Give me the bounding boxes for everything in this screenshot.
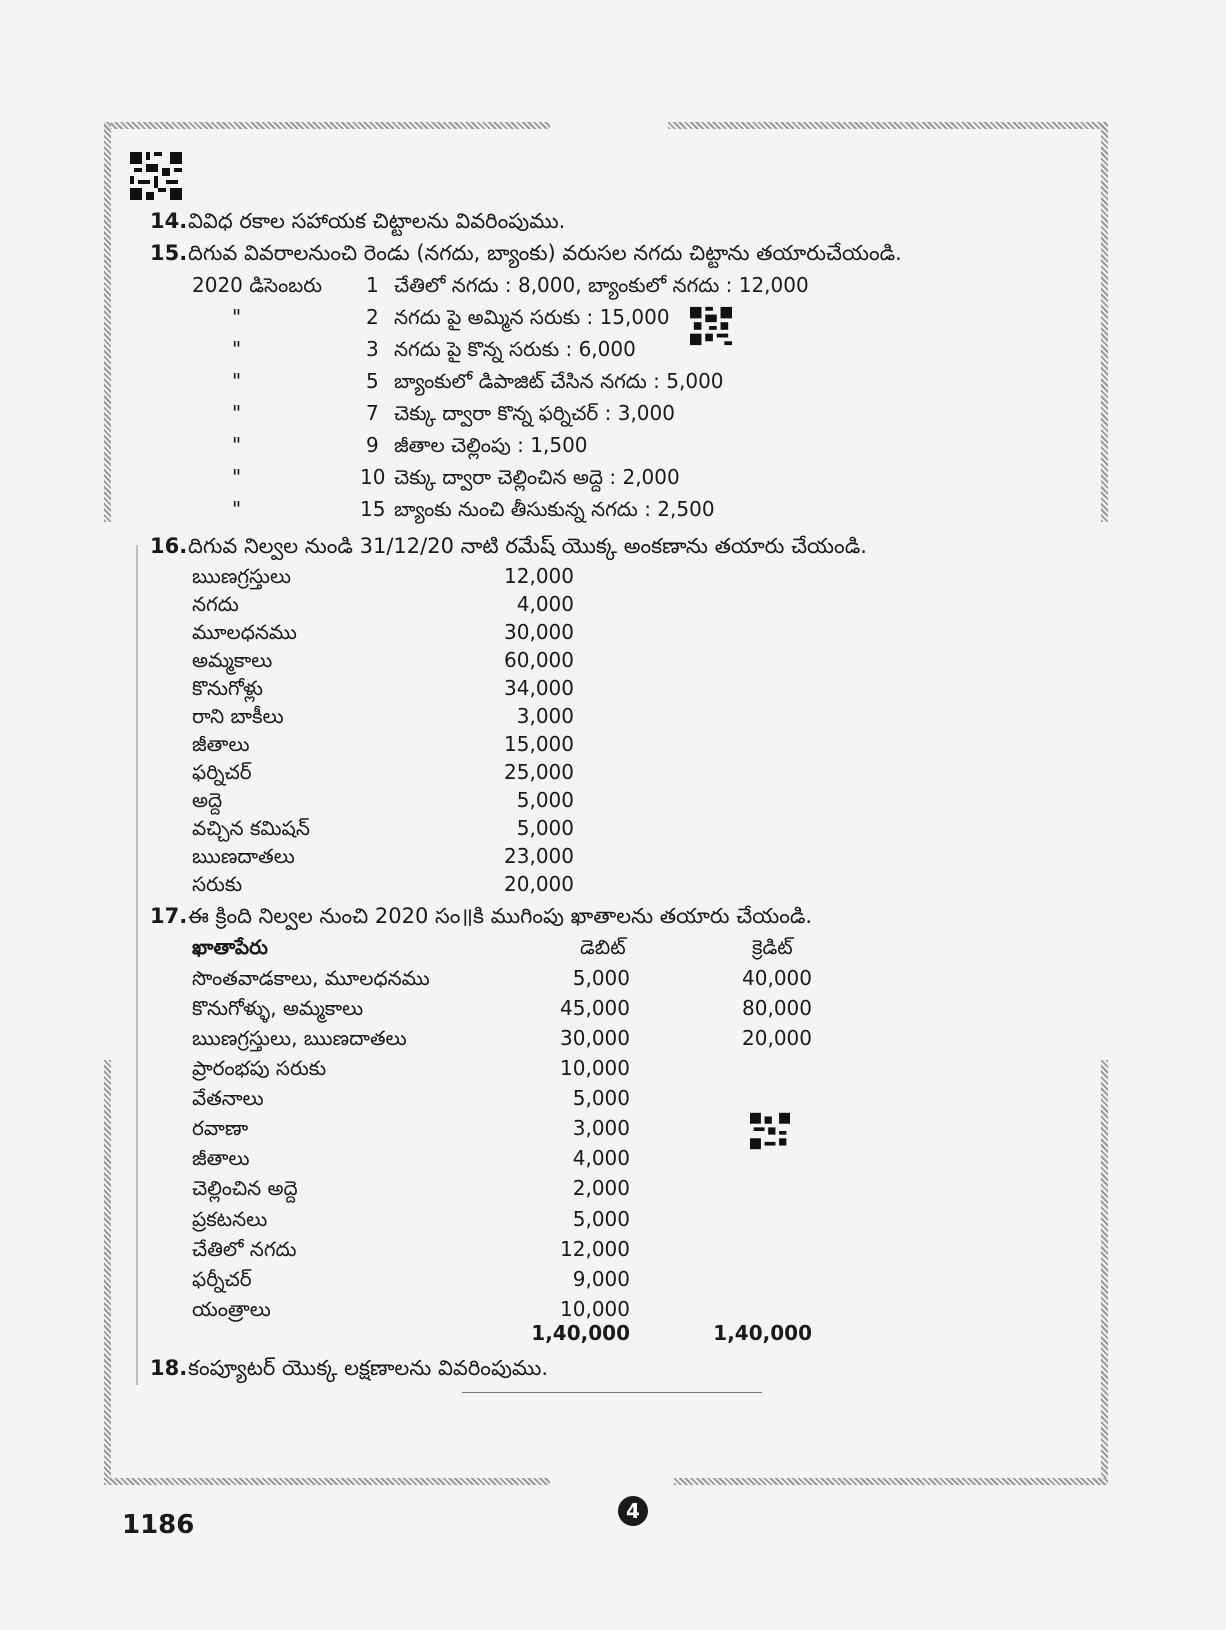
question-number: 15. (150, 241, 188, 265)
q15-entry-text: చెక్కు ద్వారా కొన్న ఫర్నిచర్ : 3,000 (394, 401, 675, 425)
q15-entry-day: 10 (360, 465, 386, 489)
q17-row-debit: 5,000 (572, 966, 630, 990)
q17-row-name: రవాణా (192, 1116, 249, 1140)
margin-rule (136, 545, 138, 1385)
q15-entry-day: 5 (366, 369, 379, 393)
q17-row-debit: 2,000 (572, 1176, 630, 1200)
ditto-mark: " (232, 433, 242, 457)
q17-row-credit: 40,000 (742, 966, 812, 990)
q17-row-debit: 30,000 (560, 1026, 630, 1050)
q16-item-label: సరుకు (192, 872, 243, 896)
q17-row-name: ప్రారంభపు సరుకు (192, 1056, 327, 1080)
q15-entry-text: నగదు పై కొన్న సరుకు : 6,000 (394, 337, 636, 361)
q17-total-credit: 1,40,000 (713, 1321, 812, 1345)
qr-code-icon (130, 152, 182, 200)
q15-entry-text: బ్యాంకులో డిపాజిట్ చేసిన నగదు : 5,000 (394, 369, 724, 393)
q17-row-debit: 10,000 (560, 1297, 630, 1321)
left-border-lower (104, 1060, 111, 1480)
ditto-mark: " (232, 401, 242, 425)
q15-entry-text: బ్యాంకు నుంచి తీసుకున్న నగదు : 2,500 (394, 497, 715, 521)
q15-entry-day: 9 (366, 433, 379, 457)
bottom-border-left (104, 1478, 550, 1485)
q16-item-value: 3,000 (516, 704, 574, 728)
ditto-mark: " (232, 497, 242, 521)
ditto-mark: " (232, 369, 242, 393)
q17-row-name: జీతాలు (192, 1146, 250, 1170)
q17-row-debit: 45,000 (560, 996, 630, 1020)
q16-item-value: 5,000 (516, 788, 574, 812)
q17-row-debit: 12,000 (560, 1237, 630, 1261)
q15-entry-text: చెక్కు ద్వారా చెల్లించిన అద్దె : 2,000 (394, 465, 680, 489)
q16-item-label: వచ్చిన కమిషన్ (192, 816, 310, 840)
q16-item-value: 20,000 (504, 872, 574, 896)
q16-item-label: కొనుగోళ్లు (192, 676, 263, 700)
bottom-border-right (674, 1478, 1108, 1485)
page-number-circle: 4 (618, 1496, 648, 1526)
question-text: దిగువ వివరాలనుంచి రెండు (నగదు, బ్యాంకు) వరుసల నగదు చిట్టాను తయారుచేయండి. (188, 241, 902, 265)
q17-row-credit: 80,000 (742, 996, 812, 1020)
question-number: 18. (150, 1356, 188, 1380)
question-number: 14. (150, 209, 188, 233)
q16-item-value: 12,000 (504, 564, 574, 588)
q17-row-debit: 5,000 (572, 1086, 630, 1110)
q16-item-value: 30,000 (504, 620, 574, 644)
q17-row-name: వేతనాలు (192, 1086, 264, 1110)
q17-row-debit: 10,000 (560, 1056, 630, 1080)
qr-code-icon (690, 306, 732, 346)
q16-item-label: అమ్మకాలు (192, 648, 273, 672)
question-15 (150, 240, 902, 266)
q15-entry-day: 2 (366, 305, 379, 329)
end-rule (462, 1392, 762, 1393)
q16-item-value: 60,000 (504, 648, 574, 672)
left-border (104, 122, 111, 522)
question-text: ఈ క్రింది నిల్వల నుంచి 2020 సం॥కి ముగింపు ఖాతాలను తయారు చేయండి. (188, 904, 813, 928)
q15-entry-day: 1 (366, 273, 379, 297)
q16-item-label: జీతాలు (192, 732, 250, 756)
question-text: కంప్యూటర్ యొక్క లక్షణాలను వివరింపుము. (188, 1356, 549, 1380)
ditto-mark: " (232, 337, 242, 361)
q15-entry-text: చేతిలో నగదు : 8,000, బ్యాంకులో నగదు : 12,000 (394, 273, 809, 297)
folio-number: 1186 (122, 1510, 195, 1540)
q15-entry-day: 15 (360, 497, 386, 521)
q15-entry-day: 7 (366, 401, 379, 425)
q16-item-label: అద్దె (192, 788, 223, 812)
q17-row-name: ఫర్నీచర్ (192, 1267, 252, 1291)
question-17 (150, 903, 812, 929)
q17-row-debit: 3,000 (572, 1116, 630, 1140)
question-number: 17. (150, 904, 188, 928)
q16-item-value: 34,000 (504, 676, 574, 700)
q16-item-value: 5,000 (516, 816, 574, 840)
q17-header-name: ఖాతాపేరు (192, 935, 268, 959)
qr-code-icon (750, 1112, 790, 1150)
q16-item-label: నగదు (192, 592, 239, 616)
q17-row-debit: 9,000 (572, 1267, 630, 1291)
q17-row-name: ప్రకటనలు (192, 1207, 268, 1231)
question-14 (150, 208, 565, 234)
right-border (1101, 122, 1108, 522)
q17-header-debit: డెబిట్ (580, 935, 626, 959)
q16-item-value: 15,000 (504, 732, 574, 756)
top-border-right (668, 122, 1108, 129)
ditto-mark: " (232, 465, 242, 489)
ditto-mark: " (232, 305, 242, 329)
question-text: వివిధ రకాల సహాయక చిట్టాలను వివరింపుము. (188, 209, 566, 233)
q16-item-value: 25,000 (504, 760, 574, 784)
q15-entry-text: నగదు పై అమ్మిన సరుకు : 15,000 (394, 305, 670, 329)
right-border-lower (1101, 1060, 1108, 1480)
q17-row-name: ఋణగ్రస్తులు, ఋణదాతలు (192, 1026, 407, 1050)
q17-row-name: కొనుగోళ్ళు, అమ్మకాలు (192, 996, 364, 1020)
q16-item-value: 4,000 (516, 592, 574, 616)
q17-row-credit: 20,000 (742, 1026, 812, 1050)
q17-total-debit: 1,40,000 (531, 1321, 630, 1345)
q16-item-label: ఫర్నిచర్ (192, 760, 252, 784)
q16-item-label: ఋణగ్రస్తులు (192, 564, 292, 588)
q16-item-value: 23,000 (504, 844, 574, 868)
question-number: 16. (150, 534, 188, 558)
question-18 (150, 1355, 548, 1381)
q17-row-name: చేతిలో నగదు (192, 1237, 297, 1261)
q15-entry-day: 3 (366, 337, 379, 361)
q16-item-label: ఋణదాతలు (192, 844, 295, 868)
q16-item-label: రాని బాకీలు (192, 704, 284, 728)
q16-item-label: మూలధనము (192, 620, 297, 644)
q17-row-name: చెల్లించిన అద్దె (192, 1176, 298, 1200)
question-16 (150, 533, 867, 559)
q17-row-debit: 4,000 (572, 1146, 630, 1170)
q15-entry-text: జీతాల చెల్లింపు : 1,500 (394, 433, 588, 457)
q17-row-debit: 5,000 (572, 1207, 630, 1231)
q15-month: 2020 డిసెంబరు (192, 273, 323, 297)
top-border-left (104, 122, 550, 129)
question-text: దిగువ నిల్వల నుండి 31/12/20 నాటి రమేష్ యొక్క అంకణాను తయారు చేయండి. (188, 534, 867, 558)
q17-header-credit: క్రెడిట్ (752, 935, 793, 959)
q17-row-name: సొంతవాడకాలు, మూలధనము (192, 966, 430, 990)
q17-row-name: యంత్రాలు (192, 1297, 271, 1321)
